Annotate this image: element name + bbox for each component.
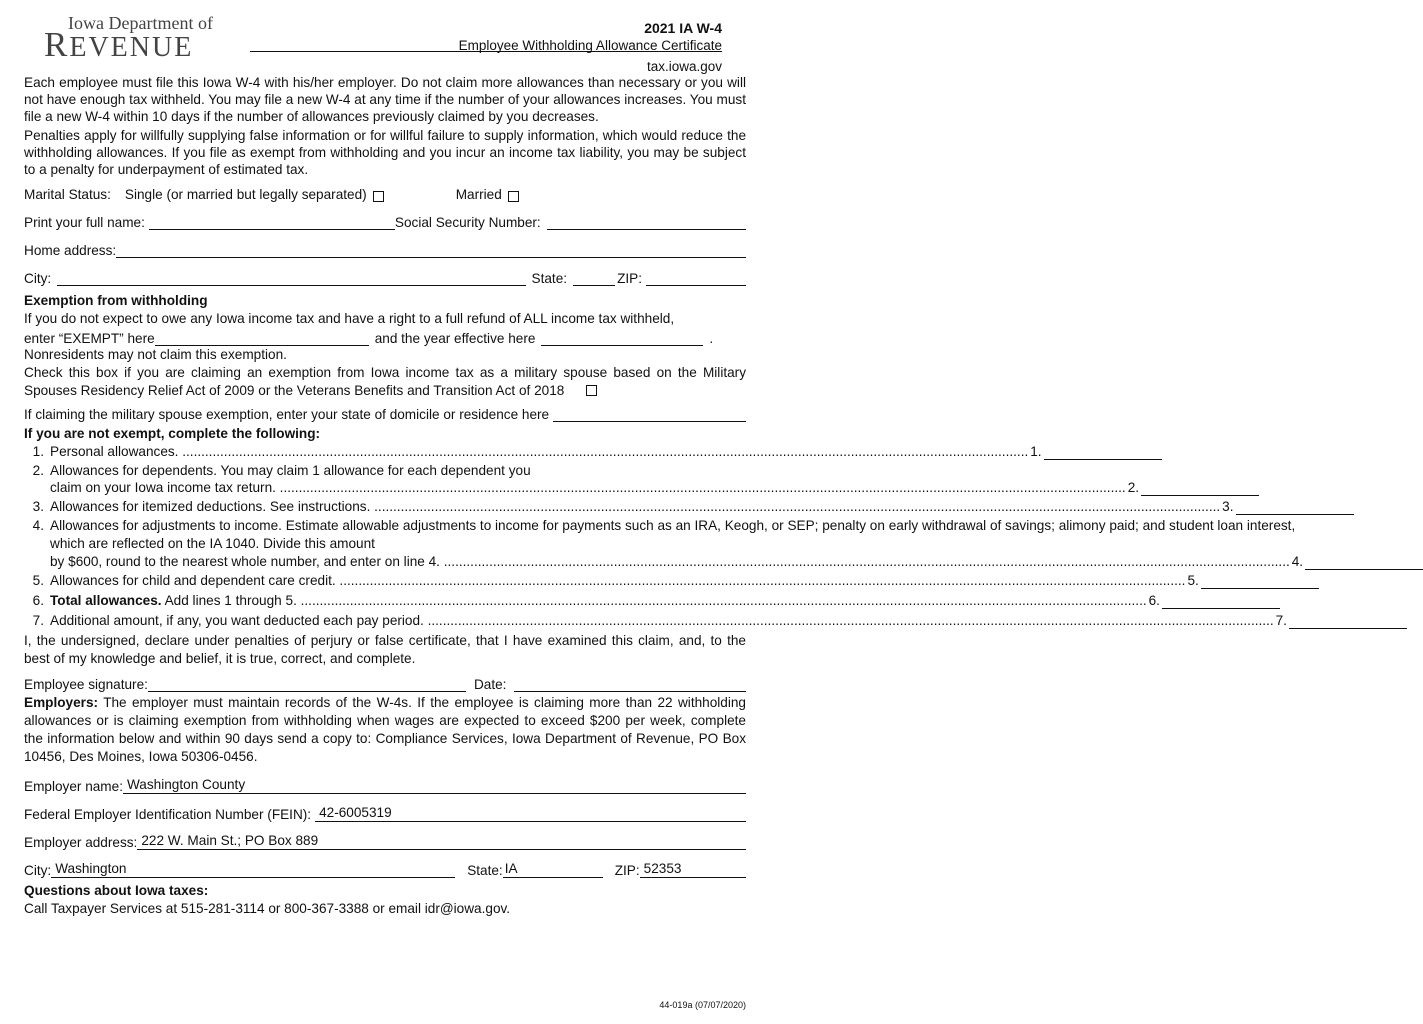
allowance-4-pre: Allowances for adjustments to income. Estimate allowable adjustments to income for payments such as an IRA, Keogh, or SEP; penalty on early withdrawal of savings; alimony paid; and student loan interest, which are reflected on the IA 1040. Divide this amount: [50, 518, 1296, 551]
domicile-row: [24, 400, 746, 422]
allowance-3-number: 3.: [32, 499, 44, 514]
form-number: 44-019a (07/07/2020): [659, 1000, 746, 1010]
employers-text: The employer must maintain records of the W-4s. If the employee is claiming more than 22 withholding allowances or is claiming exemption from withholding when wages are expected to exceed $200 per week, complete the information below and within 90 days send a copy to: Compliance Services, Iowa Department of Revenue, PO Box 10456, Des Moines, Iowa 50306-0456.: [24, 695, 746, 764]
employer-zip-label: ZIP:: [614, 863, 640, 878]
logo-agency-line: Iowa Department of: [68, 13, 213, 33]
allowances-list: [24, 443, 1304, 629]
military-spouse-text-content: Check this box if you are claiming an exemption from Iowa income tax as a military spouse based on the Military Spouses Residency Relief Act of 2009 or the Veterans Benefits and Transition Act of 2018: [24, 365, 746, 398]
employers-bold: Employers:: [24, 695, 99, 710]
allowance-6-line-number: 6.: [1148, 593, 1160, 608]
zip-field[interactable]: [646, 272, 746, 286]
allowance-2-line-number: 2.: [1127, 480, 1140, 495]
employers-paragraph: [24, 694, 746, 766]
allowance-7-field[interactable]: [1289, 615, 1407, 629]
allowance-7-text: Additional amount, if any, you want deducted each pay period. .....: [50, 612, 1274, 629]
employer-address-row: [24, 822, 746, 850]
marital-status-label: Marital Status:: [24, 187, 111, 202]
full-name-label: Print your full name:: [24, 215, 145, 230]
allowance-2-number: 2.: [32, 463, 44, 478]
home-address-field[interactable]: [116, 244, 746, 258]
form-subtitle: Employee Withholding Allowance Certificate: [458, 38, 722, 53]
single-label: Single (or married but legally separated): [124, 187, 367, 202]
allowance-1-number: 1.: [32, 444, 44, 459]
employer-state-field[interactable]: [503, 862, 603, 878]
agency-logo: [44, 14, 213, 63]
allowance-3-text: Allowances for itemized deductions. See instructions. .....: [50, 498, 1220, 515]
employer-city-row: [24, 850, 746, 878]
employer-name-value: Washington County: [126, 777, 246, 792]
home-address-label: Home address:: [24, 243, 117, 258]
allowance-5-text: Allowances for child and dependent care credit. .....: [50, 572, 1185, 589]
allowance-line-5: [24, 572, 1199, 589]
married-checkbox[interactable]: [508, 191, 519, 202]
signature-label: Employee signature:: [24, 677, 148, 692]
year-effective-period: .: [709, 331, 714, 346]
allowance-2-text: claim on your Iowa income tax return. .....: [50, 479, 1126, 496]
state-label: State:: [531, 271, 568, 286]
employer-state-value: IA: [504, 861, 518, 876]
allowance-6-number: 6.: [32, 593, 44, 608]
fein-field[interactable]: [315, 806, 746, 822]
allowance-2-pre: Allowances for dependents. You may claim 1 allowance for each dependent you: [50, 463, 531, 478]
allowance-line-1: [24, 443, 1042, 460]
questions-text: Call Taxpayer Services at 515-281-3114 or 800-367-3388 or email idr@iowa.gov.: [24, 901, 511, 916]
married-label: Married: [455, 187, 502, 202]
date-label: Date:: [473, 677, 507, 692]
signature-row: [24, 668, 746, 692]
name-ssn-row: [24, 202, 746, 230]
allowance-6-bold: Total allowances.: [50, 593, 162, 608]
ssn-field[interactable]: [547, 216, 746, 230]
military-spouse-text: [24, 364, 746, 400]
exempt-label: enter “EXEMPT” here: [24, 331, 155, 346]
domicile-field[interactable]: [553, 408, 746, 422]
fein-label: Federal Employer Identification Number (FEIN):: [24, 807, 312, 822]
logo-revenue: [44, 25, 213, 64]
intro-paragraph-1: Each employee must file this Iowa W-4 with his/her employer. Do not claim more allowances than necessary or you will not have enough tax withheld. You may file a new W-4 at any time if the number of your allowances increases. You must file a new W-4 within 10 days if the number of allowances previously claimed by you decreases.: [24, 75, 746, 124]
allowance-2-field[interactable]: [1141, 482, 1259, 496]
form-title: 2021 IA W-4: [644, 20, 722, 36]
allowance-1-line-number: 1.: [1030, 444, 1042, 459]
full-name-field[interactable]: [149, 216, 395, 230]
allowance-1-text: Personal allowances. .....: [50, 443, 1028, 460]
allowance-6-field[interactable]: [1162, 595, 1280, 609]
declaration: I, the undersigned, declare under penalties of perjury or false certificate, that I have examined this claim, and, to the best of my knowledge and belief, it is true, correct, and complete.: [24, 633, 746, 666]
allowance-5-line-number: 5.: [1187, 573, 1199, 588]
allowance-6-rest: Add lines 1 through 5.: [161, 593, 297, 608]
exempt-field[interactable]: [155, 332, 369, 346]
zip-label: ZIP:: [617, 271, 642, 286]
allowance-5-number: 5.: [32, 573, 44, 588]
exempt-row: [24, 328, 746, 346]
allowances-heading: If you are not exempt, complete the following:: [24, 426, 321, 441]
allowance-4-text: by $600, round to the nearest whole number, and enter on line 4. .....: [50, 553, 1290, 570]
form-header: [24, 0, 746, 74]
year-effective-field[interactable]: [541, 332, 703, 346]
city-state-zip-row: [24, 258, 746, 286]
employer-state-label: State:: [467, 863, 503, 878]
marital-status-row: [24, 178, 746, 202]
allowance-5-field[interactable]: [1201, 575, 1319, 589]
allowance-7-number: 7.: [32, 613, 44, 628]
allowance-line-7: [24, 612, 1287, 629]
allowances-section: [24, 424, 1304, 629]
header-titles: [459, 20, 722, 75]
allowance-1-field[interactable]: [1044, 446, 1162, 460]
allowance-4-number: 4.: [32, 518, 44, 533]
questions-heading: Questions about Iowa taxes:: [24, 883, 209, 898]
city-field[interactable]: [57, 272, 525, 286]
state-field[interactable]: [573, 272, 615, 286]
logo-revenue-initial: R: [44, 25, 70, 64]
date-field[interactable]: [514, 678, 746, 692]
employer-city-value: Washington: [55, 861, 127, 876]
allowance-line-3: [24, 498, 1234, 515]
employer-name-row: [24, 766, 746, 794]
exemption-section: [24, 292, 746, 422]
home-address-row: [24, 230, 746, 258]
questions-section: [24, 882, 746, 918]
employer-address-label: Employer address:: [24, 835, 138, 850]
ssn-label: Social Security Number:: [394, 215, 541, 230]
allowance-4-line-number: 4.: [1291, 554, 1304, 569]
single-checkbox[interactable]: [373, 191, 384, 202]
allowance-4-field[interactable]: [1305, 556, 1423, 570]
domicile-label: If claiming the military spouse exemption, enter your state of domicile or residence here: [24, 407, 550, 422]
allowance-3-field[interactable]: [1236, 501, 1354, 515]
allowance-line-2: [24, 462, 1140, 496]
intro-paragraph-2: Penalties apply for willfully supplying false information or for willful failure to supply information, which would reduce the withholding allowances. If you file as exempt from withholding and you incur an income tax liability, you may be subject to a penalty for underpayment of estimated tax.: [24, 128, 746, 177]
city-label: City:: [24, 271, 52, 286]
employer-city-field[interactable]: [51, 862, 455, 878]
allowance-6-text: [50, 592, 1147, 609]
nonresidents-note: Nonresidents may not claim this exemption.: [24, 347, 287, 362]
allowance-7-line-number: 7.: [1275, 613, 1287, 628]
exemption-heading: Exemption from withholding: [24, 293, 208, 308]
employer-zip-field[interactable]: [640, 862, 746, 878]
logo-revenue-rest: EVENUE: [69, 32, 194, 63]
employer-name-field[interactable]: [123, 778, 746, 794]
signature-field[interactable]: [148, 678, 466, 692]
employer-city-label: City:: [24, 863, 52, 878]
employer-zip-value: 52353: [643, 861, 682, 876]
employer-name-label: Employer name:: [24, 779, 123, 794]
year-effective-label: and the year effective here: [374, 331, 536, 346]
allowance-line-6: [24, 592, 1160, 609]
employer-address-field[interactable]: [137, 834, 746, 850]
fein-row: [24, 794, 746, 822]
website: tax.iowa.gov: [646, 59, 722, 74]
military-spouse-checkbox[interactable]: [586, 385, 597, 396]
allowance-3-line-number: 3.: [1222, 499, 1234, 514]
allowance-line-4: [24, 517, 1304, 570]
exemption-text-1: If you do not expect to owe any Iowa income tax and have a right to a full refund of ALL income tax withheld,: [24, 311, 675, 326]
employer-address-value: 222 W. Main St.; PO Box 889: [141, 833, 319, 848]
fein-value: 42-6005319: [319, 805, 392, 820]
